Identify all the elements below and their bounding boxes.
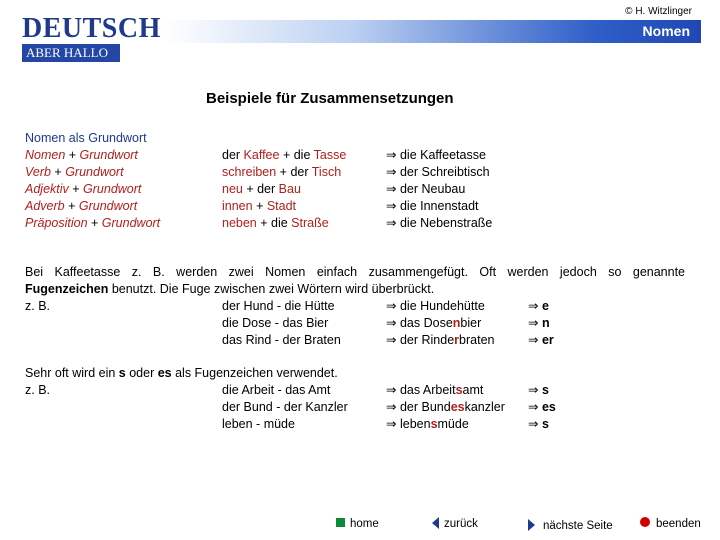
arrow-icon: ⇒ (386, 383, 397, 397)
example-result: ⇒ die Innenstadt (386, 199, 479, 213)
s-es-result: ⇒ der Bundeskanzler (386, 400, 505, 414)
s-es-suffix: ⇒ s (528, 417, 549, 431)
fugen-result: ⇒ der Rinderbraten (386, 333, 495, 347)
arrow-icon: ⇒ (386, 182, 397, 196)
arrow-icon: ⇒ (386, 216, 397, 230)
s-es-zb-label: z. B. (25, 383, 51, 397)
type-row: Adverb + Grundwort (25, 199, 138, 213)
s-es-intro: Sehr oft wird ein s oder es als Fugenzeichen verwendet. (25, 366, 338, 380)
arrow-icon: ⇒ (386, 165, 397, 179)
logo-title: DEUTSCH (22, 13, 161, 44)
type-row: Nomen + Grundwort (25, 148, 138, 162)
red-dot-icon (640, 517, 650, 527)
fugen-result: ⇒ die Hundehütte (386, 299, 485, 313)
s-es-pair: die Arbeit - das Amt (222, 383, 331, 397)
type-row: Verb + Grundwort (25, 165, 124, 179)
arrow-icon: ⇒ (386, 148, 397, 162)
arrow-icon: ⇒ (528, 383, 539, 397)
fugen-result: ⇒ das Dosenbier (386, 316, 482, 330)
arrow-icon: ⇒ (386, 400, 397, 414)
arrow-icon: ⇒ (528, 333, 539, 347)
arrow-icon: ⇒ (386, 333, 397, 347)
type-row: Adjektiv + Grundwort (25, 182, 142, 196)
arrow-left-icon (432, 517, 439, 529)
example-result: ⇒ die Kaffeetasse (386, 148, 486, 162)
fugen-pair: die Dose - das Bier (222, 316, 329, 330)
arrow-icon: ⇒ (528, 316, 539, 330)
next-page-button[interactable]: nächste Seite (528, 518, 613, 534)
s-es-result: ⇒ das Arbeitsamt (386, 383, 484, 397)
arrow-icon: ⇒ (386, 199, 397, 213)
arrow-icon: ⇒ (386, 299, 397, 313)
page-title: Beispiele für Zusammensetzungen (206, 90, 454, 107)
example-result: ⇒ der Neubau (386, 182, 466, 196)
fugen-suffix: ⇒ er (528, 333, 554, 347)
s-es-suffix: ⇒ es (528, 400, 556, 414)
header-bar (165, 20, 701, 43)
s-es-result: ⇒ lebensmüde (386, 417, 469, 431)
example-result: ⇒ die Nebenstraße (386, 216, 493, 230)
fugen-zb-label: z. B. (25, 299, 51, 313)
copyright: © H. Witzlinger (625, 6, 692, 17)
arrow-icon: ⇒ (528, 417, 539, 431)
example-composition: schreiben + der Tisch (222, 165, 342, 179)
s-es-suffix: ⇒ s (528, 383, 549, 397)
quit-button[interactable]: beenden (640, 516, 701, 532)
s-es-pair: leben - müde (222, 417, 295, 431)
types-heading: Nomen als Grundwort (25, 131, 147, 145)
type-row: Präposition + Grundwort (25, 216, 161, 230)
fugen-paragraph-line1: Bei Kaffeetasse z. B. werden zwei Nomen einfach zusammengefügt. Oft werden jedoch so genannte (25, 265, 685, 279)
fugen-suffix: ⇒ n (528, 316, 550, 330)
example-composition: neu + der Bau (222, 182, 301, 196)
arrow-icon: ⇒ (386, 316, 397, 330)
arrow-icon: ⇒ (386, 417, 397, 431)
example-composition: neben + die Straße (222, 216, 329, 230)
home-button[interactable]: home (336, 516, 379, 532)
s-es-pair: der Bund - der Kanzler (222, 400, 348, 414)
example-composition: der Kaffee + die Tasse (222, 148, 347, 162)
fugen-pair: das Rind - der Braten (222, 333, 341, 347)
back-button[interactable]: zurück (432, 516, 478, 532)
fugen-pair: der Hund - die Hütte (222, 299, 335, 313)
fugen-suffix: ⇒ e (528, 299, 549, 313)
arrow-right-icon (528, 519, 535, 531)
fugen-paragraph-line2: Fugenzeichen benutzt. Die Fuge zwischen zwei Wörtern wird überbrückt. (25, 282, 435, 296)
section-title: Nomen (642, 23, 690, 39)
home-square-icon (336, 518, 345, 527)
example-result: ⇒ der Schreibtisch (386, 165, 490, 179)
arrow-icon: ⇒ (528, 299, 539, 313)
arrow-icon: ⇒ (528, 400, 539, 414)
example-composition: innen + Stadt (222, 199, 297, 213)
logo-subtitle: ABER HALLO (22, 44, 120, 62)
